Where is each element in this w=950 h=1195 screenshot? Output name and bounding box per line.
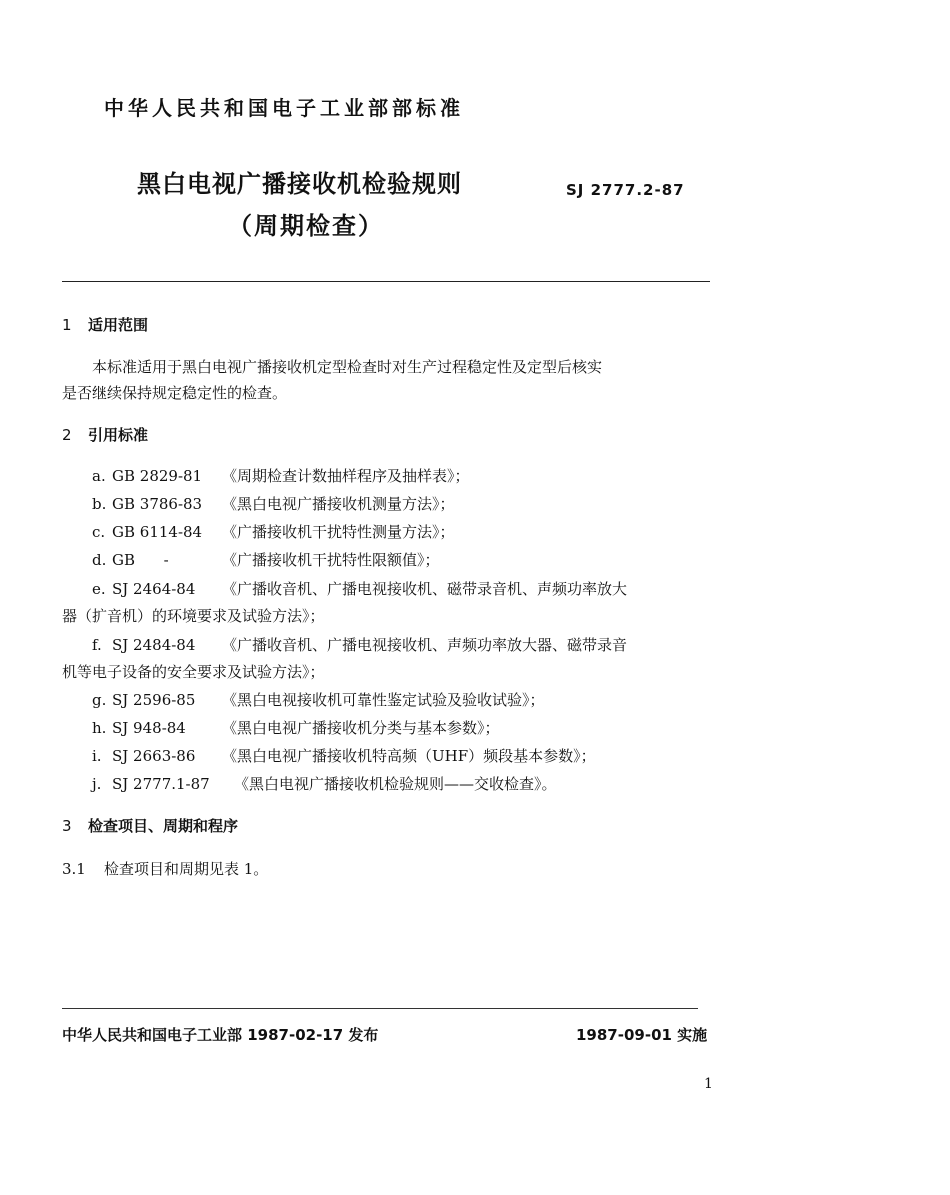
reference-item-b <box>92 493 455 514</box>
section-3-heading <box>62 815 238 836</box>
reference-title: 《广播收音机、广播电视接收机、声频功率放大器、磁带录音 <box>222 636 628 654</box>
section-number: 2 <box>62 426 72 444</box>
subsection-3-1 <box>62 858 268 879</box>
header-divider <box>62 281 710 282</box>
reference-item-e <box>92 578 627 599</box>
reference-item-g <box>92 689 545 710</box>
standard-code: SJ 2777.2-87 <box>566 181 685 199</box>
footer-divider <box>62 1008 698 1009</box>
reference-title: 《广播接收机干扰特性测量方法》； <box>222 523 455 541</box>
reference-letter: g. <box>92 691 107 709</box>
reference-code: GB 6114-84 <box>112 523 203 541</box>
page-number: 1 <box>704 1076 713 1092</box>
reference-letter: j. <box>92 775 102 793</box>
reference-item-h <box>92 717 500 738</box>
reference-code: GB 3786-83 <box>112 495 203 513</box>
section-1-body-line-2: 是否继续保持规定稳定性的检查。 <box>62 384 288 402</box>
reference-letter: c. <box>92 523 106 541</box>
section-title: 检查项目、周期和程序 <box>88 817 239 835</box>
reference-title: 《黑白电视广播接收机检验规则——交收检查》。 <box>234 775 557 793</box>
reference-title: 《黑白电视接收机可靠性鉴定试验及验收试验》； <box>222 691 545 709</box>
reference-title: 《黑白电视广播接收机特高频（UHF）频段基本参数》； <box>222 747 596 765</box>
reference-code: SJ 2464-84 <box>112 580 196 598</box>
reference-item-j <box>92 773 557 794</box>
reference-letter: h. <box>92 719 107 737</box>
reference-item-c <box>92 521 455 542</box>
document-title: 黑白电视广播接收机检验规则 <box>137 170 462 198</box>
section-2-heading <box>62 424 148 445</box>
reference-code: SJ 2484-84 <box>112 636 196 654</box>
document-subtitle: （周期检查） <box>228 212 384 240</box>
reference-letter: e. <box>92 580 106 598</box>
subsection-text: 检查项目和周期见表 1。 <box>104 860 269 878</box>
reference-title: 《广播收音机、广播电视接收机、磁带录音机、声频功率放大 <box>222 580 628 598</box>
reference-code: SJ 948-84 <box>112 719 186 737</box>
reference-letter: i. <box>92 747 102 765</box>
reference-code: GB - <box>112 551 169 569</box>
reference-code: SJ 2777.1-87 <box>112 775 210 793</box>
section-number: 1 <box>62 316 72 334</box>
section-title: 适用范围 <box>88 316 149 334</box>
organization-standard-title: 中华人民共和国电子工业部部标准 <box>104 96 464 120</box>
reference-letter: a. <box>92 467 106 485</box>
issue-date: 中华人民共和国电子工业部 1987-02-17 发布 <box>62 1026 379 1044</box>
reference-letter: d. <box>92 551 107 569</box>
reference-letter: b. <box>92 495 107 513</box>
reference-title: 《周期检查计数抽样程序及抽样表》； <box>222 467 470 485</box>
section-1-body-line-1: 本标准适用于黑白电视广播接收机定型检查时对生产过程稳定性及定型后核实 <box>92 358 603 376</box>
section-title: 引用标准 <box>88 426 149 444</box>
effective-date: 1987-09-01 实施 <box>576 1026 708 1044</box>
subsection-number: 3.1 <box>62 860 86 878</box>
reference-code: SJ 2596-85 <box>112 691 196 709</box>
section-1-heading <box>62 314 148 335</box>
reference-item-f <box>92 634 627 655</box>
reference-title: 《黑白电视广播接收机分类与基本参数》； <box>222 719 500 737</box>
reference-title: 《黑白电视广播接收机测量方法》； <box>222 495 455 513</box>
reference-item-i <box>92 745 596 766</box>
reference-item-d <box>92 549 440 570</box>
reference-code: SJ 2663-86 <box>112 747 196 765</box>
reference-code: GB 2829-81 <box>112 467 203 485</box>
reference-item-a <box>92 465 470 486</box>
reference-item-e-continued: 器（扩音机）的环境要求及试验方法》； <box>62 607 325 625</box>
reference-item-f-continued: 机等电子设备的安全要求及试验方法》； <box>62 663 325 681</box>
reference-title: 《广播接收机干扰特性限额值》； <box>222 551 440 569</box>
section-number: 3 <box>62 817 72 835</box>
reference-letter: f. <box>92 636 102 654</box>
